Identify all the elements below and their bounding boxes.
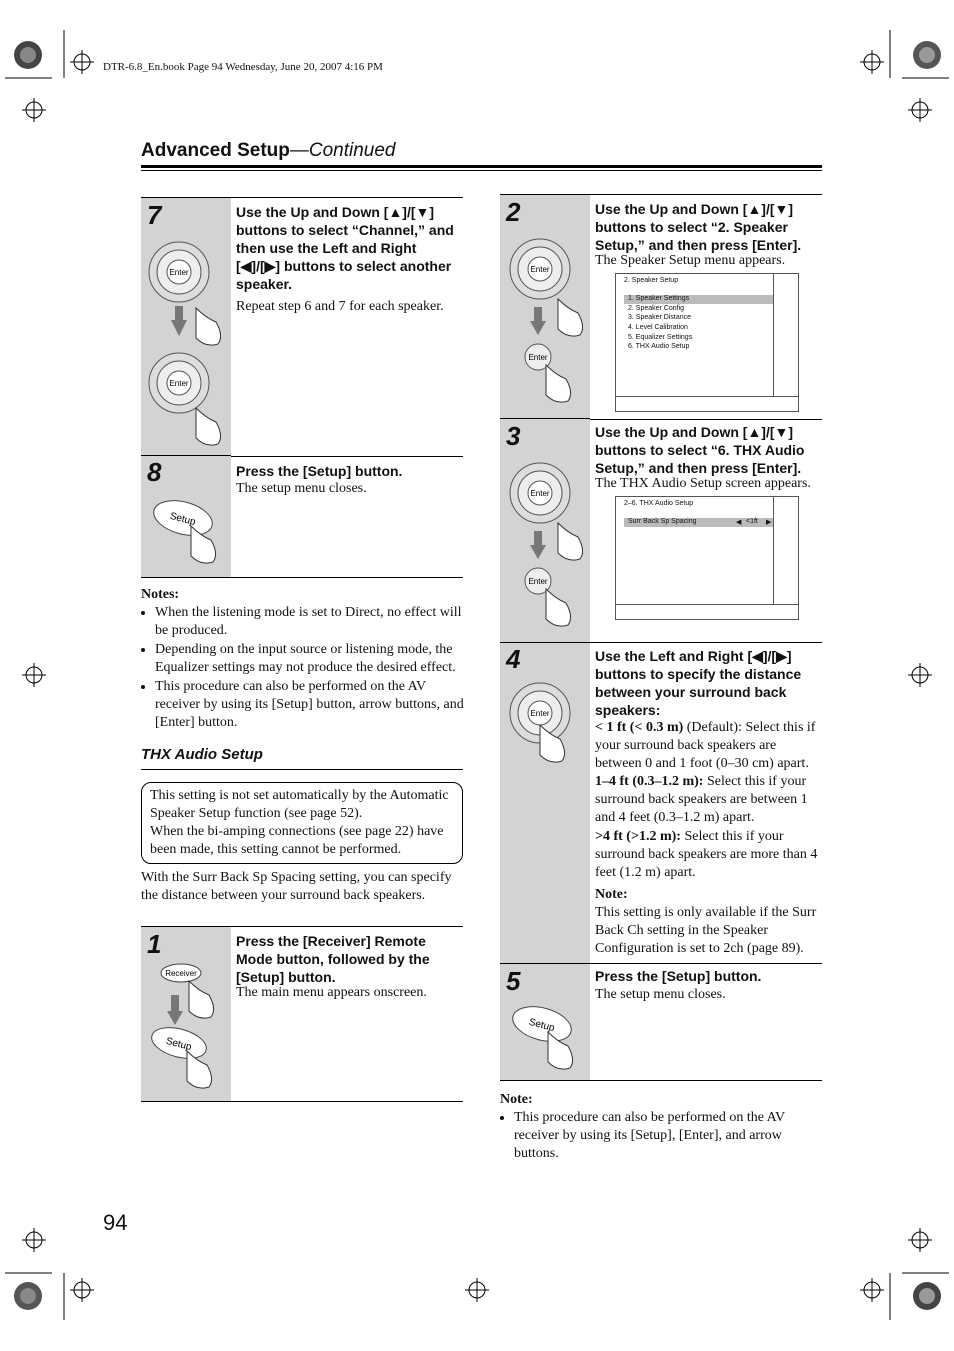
setup-button-label: Setup xyxy=(164,1035,193,1054)
step-number: 5 xyxy=(506,966,521,996)
info-box-text-1: This setting is not set automatically by the Automatic Speaker Setup function (see page 52). xyxy=(150,788,449,821)
screen-setting-value: <1ft xyxy=(746,518,758,525)
section-title-text: Advanced Setup xyxy=(141,140,290,161)
step-title: Use the Up and Down [▲]/[▼] buttons to select “Channel,” and then use the Left and Right [◀]/[▶] buttons to select another speaker. xyxy=(236,204,454,292)
step-title: Press the [Receiver] Remote Mode button, followed by the [Setup] button. xyxy=(236,933,430,985)
step-description: The main menu appears onscreen. xyxy=(236,985,427,1000)
screen-menu-item: 4. Level Calibration xyxy=(628,324,688,331)
option-1-to-4ft xyxy=(595,773,818,827)
option-label: >4 ft (>1.2 m): xyxy=(595,829,681,844)
step-description: The THX Audio Setup screen appears. xyxy=(595,476,811,491)
page-number: 94 xyxy=(103,1210,128,1235)
step-number: 1 xyxy=(147,929,162,959)
note-item: • This procedure can also be performed on the AV receiver by using its [Setup] button, arrow buttons, and [Enter] button. xyxy=(155,678,464,732)
note-item: • This procedure can also be performed on the AV receiver by using its [Setup], [Enter], and arrow buttons. xyxy=(514,1109,822,1163)
screen-menu-item: 3. Speaker Distance xyxy=(628,314,692,321)
note-heading: Note: xyxy=(595,887,628,902)
step-illustration-panel xyxy=(500,642,590,963)
intro-text: With the Surr Back Sp Spacing setting, you can specify the distance between your surround back speakers. xyxy=(141,870,452,903)
step-description: The Speaker Setup menu appears. xyxy=(595,253,786,268)
step-1 xyxy=(141,926,463,1102)
screen-menu-item: 2. Speaker Config xyxy=(628,305,685,312)
step-description: The setup menu closes. xyxy=(236,481,367,496)
note-item: • Depending on the input source or listening mode, the Equalizer settings may not produce the desired effect. xyxy=(155,641,464,677)
enter-dial-label: Enter xyxy=(530,265,550,274)
note-block xyxy=(500,1091,822,1164)
notes-block xyxy=(141,586,464,733)
enter-dial-icon xyxy=(500,419,590,643)
step-8 xyxy=(141,455,463,578)
option-label: 1–4 ft (0.3–1.2 m): xyxy=(595,774,704,789)
enter-dial-label: Enter xyxy=(530,489,550,498)
section-title-continued: —Continued xyxy=(289,140,396,161)
screen-scrollbar xyxy=(773,274,798,397)
step-title: Press the [Setup] button. xyxy=(236,463,403,479)
step-3 xyxy=(500,418,822,643)
step-4 xyxy=(500,642,822,964)
screen-menu-item: 1. Speaker Settings xyxy=(628,295,690,302)
note-text: This setting is only available if the Surr Back Ch setting in the Speaker Configuration is set to 2ch (page 89). xyxy=(595,905,817,956)
enter-dial-icon xyxy=(500,195,590,419)
screen-menu-item: 5. Equalizer Settings xyxy=(628,334,693,341)
svg-text:Enter: Enter xyxy=(169,379,189,388)
svg-text:Enter: Enter xyxy=(169,268,189,277)
option-label: < 1 ft (< 0.3 m) xyxy=(595,720,684,735)
step-number: 8 xyxy=(147,457,162,487)
enter-dial-label: Enter xyxy=(530,709,550,718)
screen-title: 2–6. THX Audio Setup xyxy=(624,500,694,507)
speaker-setup-screen xyxy=(615,273,799,412)
step-title: Use the Up and Down [▲]/[▼] buttons to select “6. THX Audio Setup,” and then press [Enter]. xyxy=(595,424,805,476)
note-heading: Note: xyxy=(500,1092,533,1107)
step-title: Press the [Setup] button. xyxy=(595,968,762,984)
info-box-text-2: When the bi-amping connections (see page 22) have been made, this setting cannot be performed. xyxy=(150,824,444,857)
info-box xyxy=(141,782,463,864)
step-title: Use the Left and Right [◀]/[▶] buttons to specify the distance between your surround back speakers: xyxy=(595,648,802,718)
step-number: 3 xyxy=(506,421,521,451)
screen-setting-label: Surr Back Sp Spacing xyxy=(628,518,697,525)
print-header: DTR-6.8_En.book Page 94 Wednesday, June 20, 2007 4:16 PM xyxy=(103,61,383,73)
receiver-button-label: Receiver xyxy=(165,969,197,978)
step-5 xyxy=(500,963,822,1081)
subheading-rule xyxy=(141,769,463,770)
section-title xyxy=(141,140,396,162)
option-text: (Default): Select this if your surround back speakers are between 0 and 1 foot (0–30 cm) apart. xyxy=(595,720,816,771)
screen-scrollbar xyxy=(773,497,798,605)
enter-button-label: Enter xyxy=(528,353,548,362)
note-item: • When the listening mode is set to Direct, no effect will be produced. xyxy=(155,604,464,640)
option-less-than-1ft xyxy=(595,719,818,773)
enter-button-label: Enter xyxy=(528,577,548,586)
step-2 xyxy=(500,194,822,420)
step-description: The setup menu closes. xyxy=(595,987,726,1002)
step-title: Use the Up and Down [▲]/[▼] buttons to select “2. Speaker Setup,” and then press [Enter]. xyxy=(595,201,802,253)
right-arrow-icon: ▶ xyxy=(766,519,772,526)
screen-menu-item: 6. THX Audio Setup xyxy=(628,343,690,350)
option-text: Select this if your surround back speakers are between 1 and 4 feet (0.3–1.2 m) apart. xyxy=(595,774,808,825)
step-number: 7 xyxy=(147,200,162,230)
option-text: Select this if your surround back speakers are more than 4 feet (1.2 m) apart. xyxy=(595,829,818,880)
section-rule-thin xyxy=(141,170,822,171)
step-note xyxy=(595,886,818,958)
setup-button-label: Setup xyxy=(168,510,197,529)
screen-footer xyxy=(616,604,798,619)
screen-title: 2. Speaker Setup xyxy=(624,277,679,284)
screen-footer xyxy=(616,396,798,411)
step-number: 2 xyxy=(506,197,521,227)
step-illustration-panel xyxy=(141,198,231,456)
setup-button-label: Setup xyxy=(527,1016,556,1035)
left-arrow-icon: ◀ xyxy=(736,519,742,526)
thx-audio-setup-heading: THX Audio Setup xyxy=(141,746,263,763)
step-7 xyxy=(141,197,463,457)
notes-heading: Notes: xyxy=(141,587,180,602)
thx-audio-setup-screen xyxy=(615,496,799,620)
step-illustration-panel xyxy=(500,195,590,419)
step-description: Repeat step 6 and 7 for each speaker. xyxy=(236,299,444,314)
enter-dial-icon xyxy=(141,198,231,456)
section-rule xyxy=(141,165,822,168)
step-number: 4 xyxy=(506,644,521,674)
option-more-than-4ft xyxy=(595,828,818,882)
